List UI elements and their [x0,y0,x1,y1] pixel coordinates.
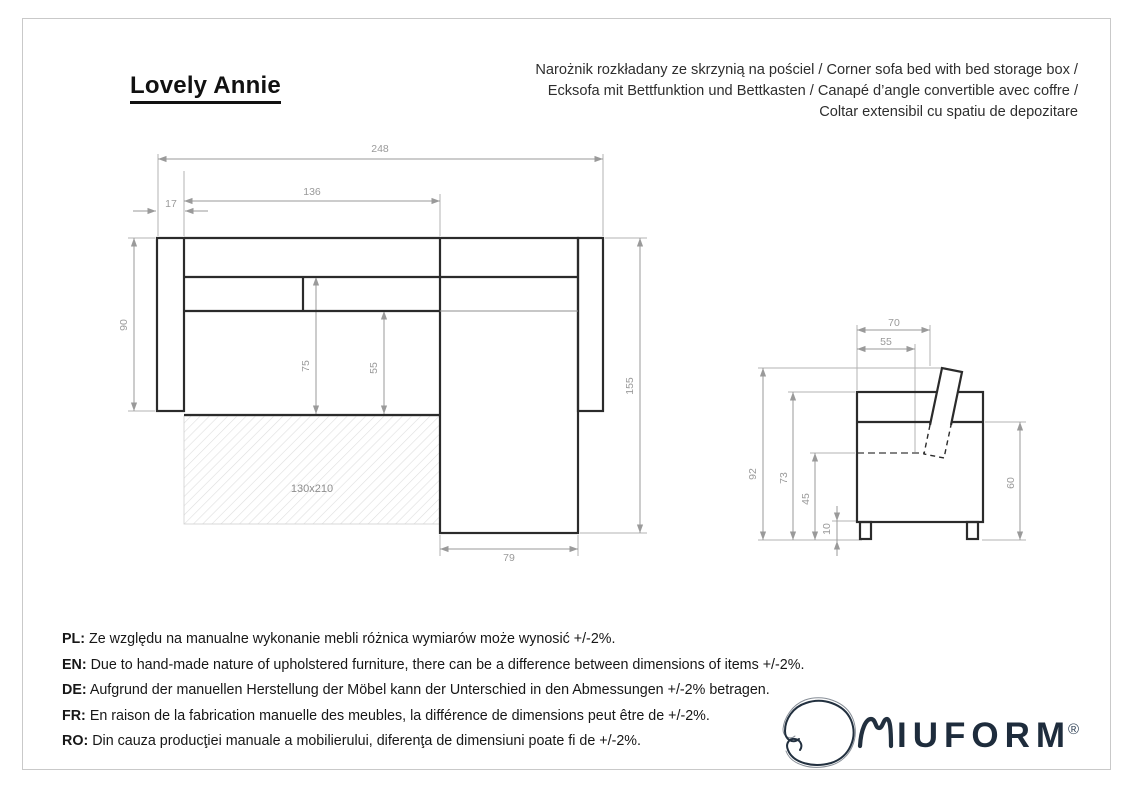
description-line-3: Coltar extensibil cu spatiu de depozitare [819,104,1078,120]
page-title: Lovely Annie [130,72,281,104]
dim-total-height: 92 [747,468,759,480]
note-de-lang: DE: [62,682,87,698]
dim-chaise-width: 79 [503,552,515,564]
tolerance-notes [62,631,804,759]
right-armrest [578,238,603,411]
dim-cushion-depth: 55 [368,362,380,374]
note-ro-lang: RO: [62,733,89,749]
bed-area-label: 130x210 [290,483,334,495]
dim-arm-depth: 70 [888,317,900,329]
side-view-drawing [747,317,1026,556]
note-fr [62,708,804,724]
dim-armrest-width: 17 [165,198,177,210]
dim-backrest-height: 73 [778,472,790,484]
registered-trademark: ® [1068,721,1080,738]
dim-leg-height: 10 [821,523,833,535]
dim-backrest-offset: 55 [880,336,892,348]
dim-depth: 90 [118,319,130,331]
note-pl-text: Ze względu na manualne wykonanie mebli różnica wymiarów może wynosić +/-2%. [89,631,616,647]
chaise-section [440,238,578,533]
back-leg [967,522,978,539]
miuform-logo [783,698,1079,767]
note-fr-text: En raison de la fabrication manuelle des meubles, la différence de dimensions peut être de +/-2%. [89,707,710,724]
logo-m-wave-icon [860,719,891,746]
dim-seat-height: 45 [800,493,812,505]
left-armrest [157,238,184,411]
note-en-lang: EN: [62,656,87,673]
headrest-fill [924,368,962,458]
description-line-1: Narożnik rozkładany ze skrzynią na pościel / Corner sofa bed with bed storage box / [535,62,1078,78]
note-ro [62,733,804,749]
side-view-outline [857,392,983,539]
note-en-text: Due to hand-made nature of upholstered furniture, there can be a difference between dimensions of items +/-2%. [90,656,805,673]
logo-wordmark: IUFORM [897,716,1072,755]
side-view-extension-lines [758,325,1026,540]
note-de [62,682,804,698]
dim-seat-width: 136 [303,186,321,198]
note-en [62,657,804,673]
note-pl-lang: PL: [62,631,86,647]
top-view-drawing [118,143,647,564]
note-fr-lang: FR: [62,707,86,724]
dim-arm-height: 60 [1005,477,1017,489]
note-de-text: Aufgrund der manuellen Herstellung der Möbel kann der Unterschied in den Abmessungen +/-2% betragen. [89,682,770,698]
description-line-2: Ecksofa mit Bettfunktion und Bettkasten / Canapé d’angle convertible avec coffre / [547,83,1078,99]
dim-total-width: 248 [371,143,389,155]
note-ro-text: Din cauza producţiei manuale a mobilierului, diferenţa de dimensiuni poate fi de +/-2%. [92,733,641,749]
dim-total-depth: 155 [624,377,636,395]
bed-area-hatch [184,416,440,524]
dim-seat-depth: 75 [300,360,312,372]
side-body [857,392,983,522]
note-pl [62,631,804,647]
front-leg [860,522,871,539]
